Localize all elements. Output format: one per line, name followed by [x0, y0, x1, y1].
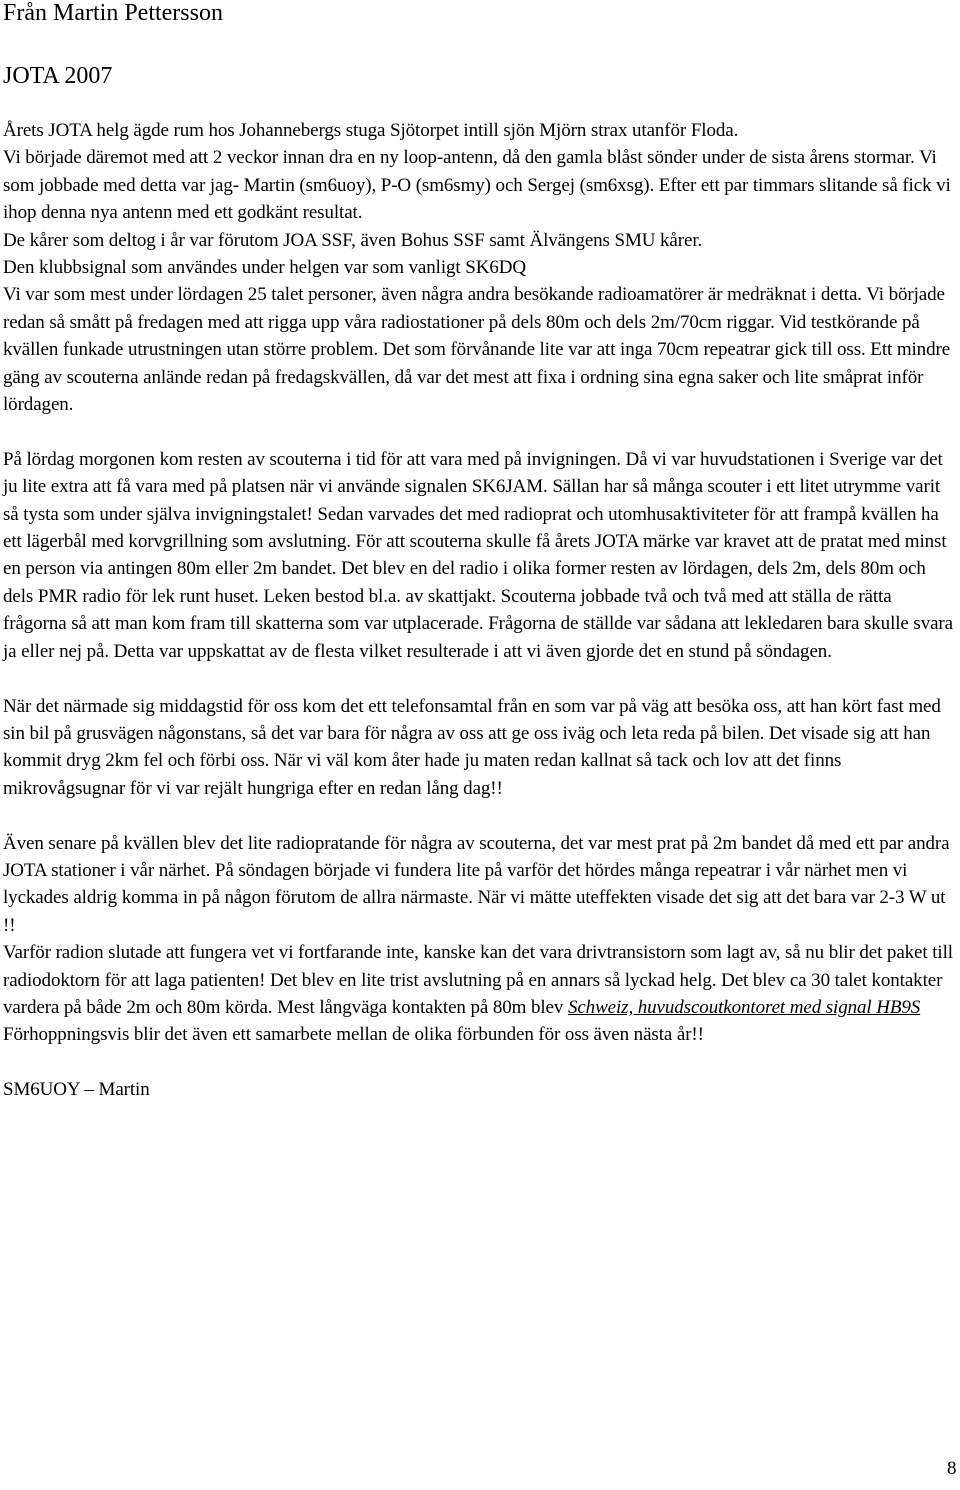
- paragraph-saturday: På lördag morgonen kom resten av scouterna i tid för att vara med på invigningen. Då vi var huvudstationen i Sverige var det ju lite extra att få vara med på platsen när vi använde signalen SK6JAM. Sällan har så många scouter i ett litet utrymme varit så tysta som under själva invigningstalet! Sedan varvades det med radioprat och utomhusaktiviteter för att frampå kvällen ha ett lägerbål med korvgrillning som avslutning. För att scouterna skulle få årets JOTA märke var kravet att de pratat med minst en person via antingen 80m eller 2m bandet. Det blev en del radio i olika former resten av lördagen, dels 2m, dels 80m och dels PMR radio för lek runt huset. Leken bestod bl.a. av skattjakt. Scouterna jobbade två och två med att ställa de rätta frågorna så att man kom fram till skatterna som var utplacerade. Frågorna de ställde var sådana att lekledaren bara skulle svara ja eller nej på. Detta var uppskattat av de flesta vilket resulterade i att vi även gjorde det en stund på söndagen.: [3, 448, 953, 662]
- paragraph-gap: [3, 802, 958, 829]
- page-title: JOTA 2007: [3, 63, 113, 89]
- article-body: [3, 117, 958, 1104]
- signature: SM6UOY – Martin: [3, 1079, 150, 1101]
- paragraph-radio-failure-text: Varför radion slutade att fungera vet vi fortfarande inte, kanske kan det vara drivtransistorn som lagt av, så nu blir det paket till radiodoktorn för att laga patienten! Det blev en lite trist avslutning på en annars så lyckad helg. Det blev ca 30 talet kontakter vardera på både 2m och 80m körda. Mest långväga kontakten på 80m blev: [3, 942, 953, 1018]
- hb9s-link[interactable]: Schweiz, huvudscoutkontoret med signal HB9S: [567, 996, 921, 1018]
- paragraph-intro-line: Årets JOTA helg ägde rum hos Johannebergs stuga Sjötorpet intill sjön Mjörn strax utanför Floda.: [3, 120, 739, 141]
- paragraph-gap: [3, 418, 958, 445]
- paragraph-friday: Vi var som mest under lördagen 25 talet personer, även några andra besökande radioamatörer är medräknat i detta. Vi började redan så smått på fredagen med att rigga upp våra radiostationer på dels 80m och dels 2m/70cm riggar. Vid testkörande på kvällen funkade utrustningen utan större problem. Det som förvånande lite var att inga 70cm repeatrar gick till oss. Ett mindre gäng av scouterna anlände redan på fredagskvällen, då var det mest att fixa i ordning sina egna saker och lite småprat inför lördagen.: [3, 284, 951, 416]
- paragraph-future: Förhoppningsvis blir det även ett samarbete mellan de olika förbunden för oss även nästa år!!: [3, 1024, 704, 1046]
- paragraph-radio-failure: [3, 939, 958, 1021]
- paragraph-antenna: Vi började däremot med att 2 veckor innan dra en ny loop-antenn, då den gamla blåst sönder under de sista årens stormar. Vi som jobbade med detta var jag- Martin (sm6uoy), P-O (sm6smy) och Sergej (sm6xsg). Efter ett par timmars slitande så fick vi ihop denna nya antenn med ett godkänt resultat.: [3, 147, 951, 224]
- paragraph-callsign: Den klubbsignal som användes under helgen var som vanligt SK6DQ: [3, 257, 526, 279]
- author-heading: Från Martin Pettersson: [3, 0, 223, 26]
- paragraph-gap: [3, 1049, 958, 1076]
- page-number: 8: [947, 1458, 957, 1479]
- paragraph-car: När det närmade sig middagstid för oss kom det ett telefonsamtal från en som var på väg att besöka oss, att han kört fast med sin bil på grusvägen någonstans, så det var bara för några av oss att ge oss iväg och leta reda på bilen. Det visade sig att han kommit dryg 2km fel och förbi oss. När vi väl kom åter hade ju maten redan kallnat så tack och lov att det finns mikrovågsugnar för vi var rejält hungriga efter en redan lång dag!!: [3, 695, 941, 799]
- paragraph-gap: [3, 665, 958, 692]
- paragraph-evening: Även senare på kvällen blev det lite radiopratande för några av scouterna, det var mest prat på 2m bandet då med ett par andra JOTA stationer i vår närhet. På söndagen började vi fundera lite på varför det hördes många repeatrar i vår närhet men vi lyckades aldrig komma in på någon förutom de allra närmaste. När vi mätte uteffekten visade det sig att det bara var 2-3 W ut !!: [3, 832, 950, 936]
- paragraph-groups: De kårer som deltog i år var förutom JOA SSF, även Bohus SSF samt Älvängens SMU kårer.: [3, 229, 703, 251]
